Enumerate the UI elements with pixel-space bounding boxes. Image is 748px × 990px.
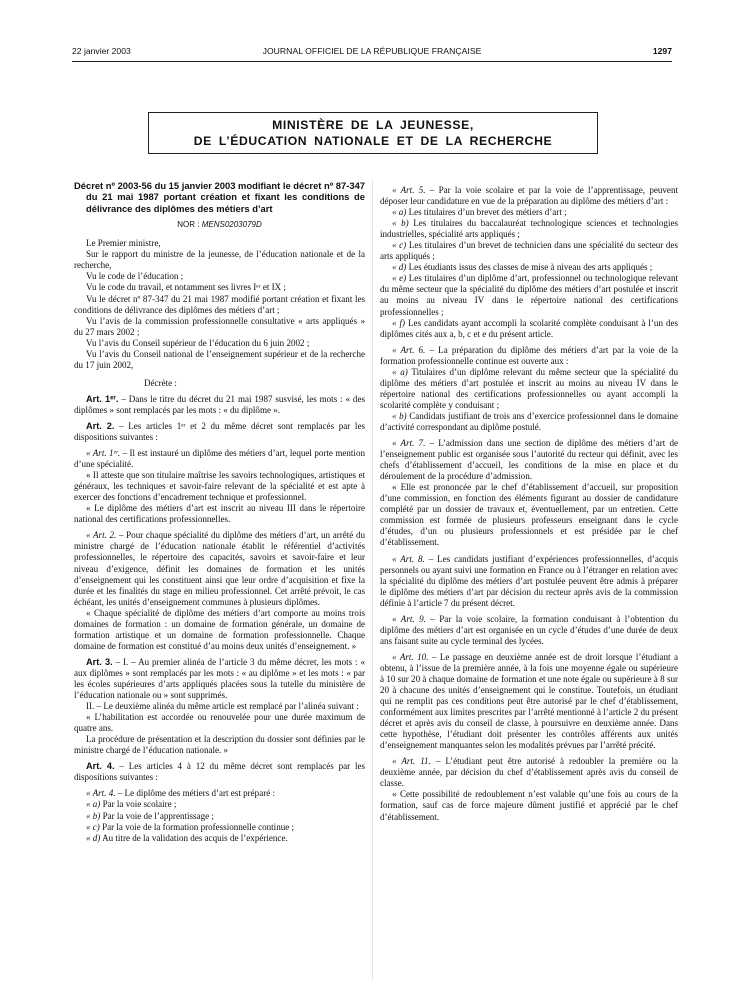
article-text: « Elle est prononcée par le chef d’établissement d’accueil, sur proposition d’une commission, en fonction des éléments figurant au dossier de candidature complété par un dossier de travaux et, éventuellement, par un entretien. Cette commission est formée de plusieurs professeurs enseignant dans le cycle d’études, d’un ou plusieurs professionnels et est présidée par le chef d’établissement. — [380, 482, 678, 548]
article-text: « L’habilitation est accordée ou renouvelée pour une durée maximum de quatre ans. — [74, 712, 365, 734]
article-sublabel: « b) — [86, 810, 101, 821]
article-paragraph — [380, 756, 678, 789]
nor-label: NOR : — [177, 220, 200, 230]
article-text: – Pour chaque spécialité du diplôme des métiers d’art, un arrêté du ministre chargé de l’éducation nationale établit le référentiel d’activités professionnelles, le répertoire des capacités, savoirs et savoir-faire et leur niveau d’exigence, définit les domaines de formation et les unités d’enseignement qui les constituent ainsi que leur ordre d’acquisition et fixe la durée et les finalités du stage en milieu professionnel. Cet arrêté prévoit, le cas échéant, les unités d’enseignement communes à plusieurs diplômes. — [74, 530, 365, 607]
article-label: Art. 2. — [86, 420, 115, 431]
article-sublabel: « Art. 11. — [392, 756, 431, 767]
article-paragraph — [380, 345, 678, 367]
article-paragraph — [74, 761, 365, 783]
article-label: Art. 4. — [86, 761, 115, 772]
article-paragraph — [74, 833, 365, 844]
article-paragraph — [380, 482, 678, 548]
article-paragraph — [74, 530, 365, 607]
article-text: Les titulaires du baccalauréat technologique sciences et technologies industrielles, spécialité arts appliqués ; — [380, 218, 678, 240]
article-sublabel: « Art. 1ᵉʳ. — [86, 448, 121, 459]
article-paragraph — [380, 273, 678, 317]
article-sublabel: « b) — [392, 218, 409, 229]
preamble-paragraph: Vu le décret nº 87-347 du 21 mai 1987 modifié portant création et fixant les conditions de délivrance des diplômes des métiers d’art ; — [74, 293, 365, 315]
article-paragraph — [74, 608, 365, 652]
preamble-paragraph: Sur le rapport du ministre de la jeunesse, de l’éducation nationale et de la recherche, — [74, 249, 365, 271]
column-divider — [372, 180, 373, 980]
article-text: – Il est instauré un diplôme des métiers d’art, lequel porte mention d’une spécialité. — [74, 448, 365, 470]
article-text: Au titre de la validation des acquis de l’expérience. — [100, 832, 288, 843]
article-text: – Par la voie scolaire, la formation conduisant à l’obtention du diplôme des métiers d’art est organisée en un cycle d’études d’une durée de deux ans faisant suite au cycle terminal des lycées. — [380, 613, 678, 646]
article-paragraph — [380, 240, 678, 262]
article-sublabel: « Art. 7. — [392, 438, 426, 449]
article-sublabel: « a) — [392, 366, 408, 377]
article-text: II. – Le deuxième alinéa du même article est remplacé par l’alinéa suivant : — [86, 701, 359, 712]
article-paragraph — [380, 185, 678, 207]
article-sublabel: « Art. 10. — [392, 651, 429, 662]
article-text: La procédure de présentation et la description du dossier sont définies par le ministre chargé de l’éducation nationale. » — [74, 734, 365, 756]
article-sublabel: « c) — [392, 240, 407, 251]
article-text: – Dans le titre du décret du 21 mai 1987 susvisé, les mots : « des diplômes » sont remplacés par les mots : « du diplôme ». — [74, 393, 365, 415]
article-sublabel: « Art. 2. — [86, 530, 117, 541]
article-paragraph — [380, 262, 678, 273]
article-sublabel: « a) — [86, 799, 101, 810]
preamble-paragraph: Vu le code de l’éducation ; — [86, 271, 184, 282]
article-paragraph — [74, 712, 365, 734]
article-paragraph — [380, 318, 678, 340]
article-paragraph — [74, 822, 365, 833]
article-sublabel: « d) — [392, 262, 407, 273]
article-text: – I. – Au premier alinéa de l’article 3 du même décret, les mots : « aux diplômes » sont remplacés par les mots : « au diplôme » et les mots : « par les écoles supérieures d’arts appliqués placées sous la tutelle du ministère de l’éducation nationale ou » sont supprimés. — [74, 656, 365, 701]
article-text: – L’étudiant peut être autorisé à redoubler la première ou la deuxième année, par décision du chef d’établissement après avis du conseil de classe. — [380, 756, 679, 789]
article-paragraph — [74, 701, 365, 712]
article-text: « Il atteste que son titulaire maîtrise les savoirs technologiques, artistiques et généraux, les techniques et savoir-faire relevant de la spécialité et est apte à exercer des fonctions d’encadrement technique et professionnel. — [74, 470, 365, 503]
article-sublabel: « Art. 4. — [86, 788, 116, 799]
preamble — [74, 238, 365, 371]
article-paragraph — [74, 657, 365, 701]
nor-code: MENS0203079D — [201, 220, 262, 230]
article-paragraph — [380, 411, 678, 433]
article-sublabel: « Art. 9. — [392, 613, 426, 624]
article-text: Par la voie de la formation professionnelle continue ; — [99, 821, 295, 832]
header-rule — [72, 61, 672, 62]
preamble-paragraph: Vu l’avis du Conseil supérieur de l’éducation du 6 juin 2002 ; — [86, 337, 310, 348]
preamble-paragraph: Le Premier ministre, — [86, 238, 161, 249]
article-paragraph — [74, 470, 365, 503]
article-sublabel: « d) — [86, 832, 101, 843]
article-paragraph — [74, 734, 365, 756]
article-sublabel: « f) — [392, 317, 406, 328]
article-paragraph — [74, 421, 365, 443]
article-sublabel: « e) — [392, 273, 407, 284]
article-paragraph — [380, 367, 678, 411]
nor-reference — [74, 219, 365, 230]
article-paragraph — [74, 448, 365, 470]
article-paragraph — [380, 652, 678, 751]
ministry-line-2: DE L’ÉDUCATION NATIONALE ET DE LA RECHERCHE — [193, 134, 553, 148]
article-text: – L’admission dans une section de diplôme des métiers d’art de l’enseignement public est organisée sous l’autorité du recteur qui définit, avec les chefs d’établissement d’accueil, les conditions de la mise en place et du déroulement de la procédure d’admission. — [380, 438, 678, 482]
article-text: – Les articles 1ᵉʳ et 2 du même décret sont remplacés par les dispositions suivantes : — [74, 420, 365, 443]
article-text: Les titulaires d’un brevet des métiers d’art ; — [406, 207, 567, 218]
article-text: « Le diplôme des métiers d’art est inscrit au niveau III dans le répertoire national des certifications professionnelles. — [74, 503, 365, 525]
article-text: Par la voie scolaire ; — [100, 799, 177, 810]
left-articles — [74, 394, 365, 844]
article-paragraph — [74, 799, 365, 810]
article-text: – Le passage en deuxième année est de droit lorsque l’étudiant a obtenu, à l’issue de la première année, à la fois une moyenne égale ou supérieure à 10 sur 20 à chaque domaine de formation et une note égale ou supérieure à 8 sur 20 à chacune des unités d’enseignement qui le constitue. Toutefois, un étudiant qui ne remplit pas ces conditions peut être autorisé par le chef d’établissement, conformément aux limites prescrites par l’arrêté mentionné à l’article 2 du présent décret et après avis du conseil de classe, à poursuivre en deuxième année. Dans cette hypothèse, l’étudiant doit présenter les contrôles afférents aux unités d’enseignement manquantes selon les modalités prévues par l’arrêté précité. — [380, 651, 678, 751]
article-text: – Le diplôme des métiers d’art est préparé : — [115, 788, 276, 799]
article-text: – Par la voie scolaire et par la voie de l’apprentissage, peuvent déposer leur candidature en vue de la préparation au diplôme des métiers d’art : — [380, 185, 678, 207]
article-sublabel: « Art. 8. — [392, 553, 425, 564]
right-articles — [380, 185, 678, 823]
ministry-line-1: MINISTÈRE DE LA JEUNESSE, — [272, 118, 474, 132]
article-sublabel: « c) — [86, 821, 100, 832]
article-sublabel: « Art. 5. — [392, 185, 426, 195]
preamble-paragraph: Vu l’avis du Conseil national de l’enseignement supérieur et de la recherche du 17 juin 2002, — [74, 348, 365, 370]
article-text: « Cette possibilité de redoublement n’est valable qu’une fois au cours de la formation, sauf cas de force majeure dûment justifié et apprécié par le chef d’établissement. — [380, 789, 678, 822]
article-label: Art. 1ᵉʳ. — [86, 393, 119, 404]
page-number: 1297 — [652, 46, 672, 56]
right-column — [380, 180, 678, 823]
article-sublabel: « b) — [392, 410, 407, 421]
preamble-paragraph: Vu le code du travail, et notamment ses livres Iᵉʳ et IX ; — [86, 282, 286, 293]
article-paragraph — [380, 438, 678, 482]
article-label: Art. 3. — [86, 656, 113, 667]
preamble-paragraph: Vu l’avis de la commission professionnelle consultative « arts appliqués » du 27 mars 2002 ; — [74, 315, 365, 337]
left-column — [74, 180, 365, 844]
article-paragraph — [380, 614, 678, 647]
article-paragraph — [74, 394, 365, 416]
article-paragraph — [74, 788, 365, 799]
article-text: Par la voie de l’apprentissage ; — [100, 810, 214, 821]
article-text: – Les articles 4 à 12 du même décret sont remplacés par les dispositions suivantes : — [74, 761, 365, 783]
decree-title: Décret nº 2003-56 du 15 janvier 2003 modifiant le décret nº 87-347 du 21 mai 1987 portant création et fixant les conditions de délivrance des diplômes des métiers d’art — [74, 180, 365, 214]
article-paragraph — [380, 789, 678, 822]
journal-title: JOURNAL OFFICIEL DE LA RÉPUBLIQUE FRANÇAISE — [262, 46, 482, 56]
article-text: « Chaque spécialité de diplôme des métiers d’art comporte au moins trois domaines de formation : un domaine de formation générale, un domaine de formation artistique et un domaine de formation professionnelle. Chaque domaine de formation est constitué d’au moins deux unités d’enseignement. » — [74, 607, 365, 651]
article-paragraph — [74, 811, 365, 822]
article-text: Candidats justifiant de trois ans d’exercice professionnel dans le domaine d’activité correspondant au diplôme postulé. — [380, 410, 678, 432]
article-text: Titulaires d’un diplôme relevant du même secteur que la spécialité du diplôme des métiers d’art postulée et inscrit au moins au niveau IV dans le répertoire national des certifications professionnelles ou ayant accompli la scolarité complète y conduisant ; — [380, 366, 678, 410]
article-paragraph — [74, 503, 365, 525]
article-sublabel: « a) — [392, 207, 407, 218]
article-text: Les étudiants issus des classes de mise à niveau des arts appliqués ; — [406, 262, 653, 273]
ministry-heading-box — [148, 112, 598, 154]
article-paragraph — [380, 207, 678, 218]
article-paragraph — [380, 554, 678, 609]
running-head — [72, 46, 672, 60]
article-sublabel: « Art. 6. — [392, 344, 426, 355]
article-text: Les titulaires d’un diplôme d’art, professionnel ou technologique relevant du même secteur que la spécialité du diplôme des métiers d’art postulée et inscrit au moins au niveau IV dans le répertoire national des certifications professionnelles ; — [380, 273, 678, 317]
article-text: – La préparation du diplôme des métiers d’art par la voie de la formation professionnelle continue est ouverte aux : — [380, 344, 678, 366]
article-text: Les candidats ayant accompli la scolarité complète conduisant à l’un des diplômes cités aux a, b, c et e du présent article. — [380, 317, 679, 339]
decrete-heading: Décrète : — [144, 377, 177, 388]
issue-date: 22 janvier 2003 — [72, 46, 131, 56]
article-text: – Les candidats justifiant d’expériences professionnelles, d’acquis personnels ou ayant suivi une formation en France ou à l’étranger en relation avec la spécialité du diplôme des métiers d’art postulée peuvent être admis à préparer le diplôme des métiers d’art par décision du recteur après avis de la commission définie à l’article 7 du présent décret. — [380, 553, 678, 608]
article-paragraph — [380, 218, 678, 240]
article-text: Les titulaires d’un brevet de technicien dans une spécialité du secteur des arts appliqués ; — [380, 240, 678, 262]
